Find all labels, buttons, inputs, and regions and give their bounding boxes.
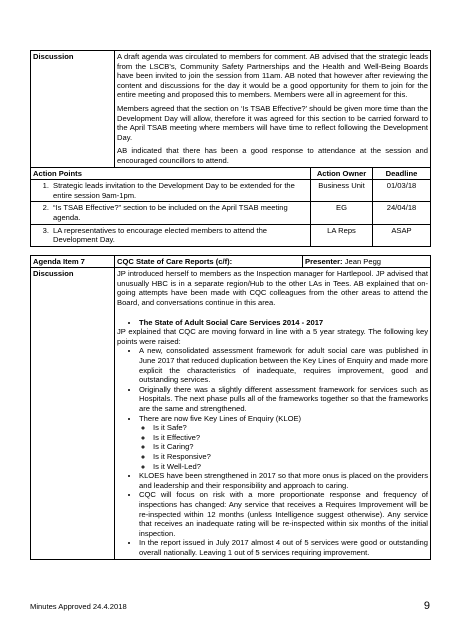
action-text: LA representatives to encourage elected members to attend the Development Day. xyxy=(53,225,268,245)
list-item: • In the report issued in July 2017 almost 4 out of 5 services were good or outstanding overall nationally. Leaving 1 out of 5 services requiring improvement. xyxy=(139,538,428,557)
presenter-name: Jean Pegg xyxy=(344,256,382,266)
action-text: “Is TSAB Effective?” section to be included on the April TSAB meeting agenda. xyxy=(53,203,288,222)
action-number: 2. xyxy=(42,203,49,213)
discussion-table xyxy=(30,50,431,247)
kloe-list xyxy=(139,423,428,471)
kloe-item: ◦ Is it Responsive? xyxy=(153,452,428,462)
discussion-body xyxy=(115,268,431,559)
discussion-label: Discussion xyxy=(31,51,115,168)
section-lead: JP explained that CQC are moving forward in line with a 5 year strategy. The following key points were raised: xyxy=(117,327,428,346)
action-number: 3. xyxy=(42,225,49,235)
presenter-label: Presenter: xyxy=(305,256,343,266)
agenda-item-label: Agenda Item 7 xyxy=(31,255,115,268)
action-deadline: ASAP xyxy=(373,224,431,246)
minutes-page xyxy=(30,50,430,560)
kloe-item: ◦ Is it Caring? xyxy=(153,442,428,452)
agenda-item-header xyxy=(31,255,431,268)
action-row xyxy=(31,180,431,202)
action-text: Strategic leads invitation to the Development Day to be extended for the entire session 9am-1pm. xyxy=(53,181,295,200)
deadline-header: Deadline xyxy=(373,167,431,180)
footer-text: Minutes Approved 24.4.2018 xyxy=(30,602,127,611)
action-deadline: 01/03/18 xyxy=(373,180,431,202)
presenter-cell xyxy=(303,255,431,268)
discussion-intro: JP introduced herself to members as the Inspection manager for Hartlepool. JP advised that unusually HBC is in a separate region/Hub to the other LAs in Tees. AB explained that on-going attempts have been made with CQC colleagues from the other areas to attend the Board, and conversations continue in this area. xyxy=(117,269,428,308)
action-number: 1. xyxy=(42,181,49,191)
key-points-list xyxy=(117,346,428,557)
agenda-item-title: CQC State of Care Reports (c/f): xyxy=(115,255,303,268)
discussion-paragraph: AB indicated that there has been a good response to attendance at the session and encouraged councillors to attend. xyxy=(117,146,428,165)
kloe-item: ◦ Is it Well-Led? xyxy=(153,462,428,472)
list-item: • Originally there was a slightly different assessment framework for services such as Hospitals. The next phase pulls all of the frameworks together so that the frameworks are the same and strengthened. xyxy=(139,385,428,414)
discussion-paragraph: Members agreed that the section on ‘Is TSAB Effective?’ should be given more time than the Development Day will allow, therefore it was agreed for this section to be carried forward to the April TSAB meeting where members will have time to reflect following the Development Day. xyxy=(117,103,428,142)
action-points-header xyxy=(31,167,431,180)
agenda-item-table xyxy=(30,255,431,560)
kloe-item: ◦ Is it Effective? xyxy=(153,433,428,443)
kloe-item: ◦ Is it Safe? xyxy=(153,423,428,433)
action-owner-header: Action Owner xyxy=(311,167,373,180)
page-number: 9 xyxy=(423,600,430,612)
action-owner: Business Unit xyxy=(311,180,373,202)
discussion-body xyxy=(115,51,431,168)
list-item: • CQC will focus on risk with a more proportionate response and frequency of inspections has changed: Any service that receives a Requires Improvement will be re-inspected within 12 months (unless Intelligence suggest otherwise). Any service that receives an inadequate rating will be re-inspected within six months of the initial inspection. xyxy=(139,490,428,538)
action-deadline: 24/04/18 xyxy=(373,202,431,224)
list-item: • There are now five Key Lines of Enquiry (KLOE) ◦ Is it Safe? ◦ Is it Effective? ◦ Is it Caring? ◦ Is it Responsive? ◦ Is it Well-Led? xyxy=(139,414,428,472)
action-owner: LA Reps xyxy=(311,224,373,246)
section-subheading: • The State of Adult Social Care Services 2014 - 2017 xyxy=(139,318,428,328)
page-footer xyxy=(30,602,430,611)
action-row xyxy=(31,202,431,224)
list-item: • A new, consolidated assessment framework for adult social care was published in June 2017 that reduced duplication between the Key Lines of Enquiry and made more explicit the characteristics of inadequate, requires improvement, good and outstanding services. xyxy=(139,346,428,384)
discussion-paragraph: A draft agenda was circulated to members for comment. AB advised that the strategic leads from the LSCB’s, Community Safety Partnerships and the Health and Well-Being Boards have been invited to join the session from 11am. AB noted that however after reviewing the content and discussions for the day it would be a good opportunity for them to join for the entire meeting and proposed this to members. Members were all in agreement for this. xyxy=(117,52,428,100)
action-owner: EG xyxy=(311,202,373,224)
action-row xyxy=(31,224,431,246)
discussion-label: Discussion xyxy=(31,268,115,559)
list-item: • KLOES have been strengthened in 2017 so that more onus is placed on the providers and leadership and their responsibility and approach to caring. xyxy=(139,471,428,490)
action-points-title: Action Points xyxy=(31,167,311,180)
